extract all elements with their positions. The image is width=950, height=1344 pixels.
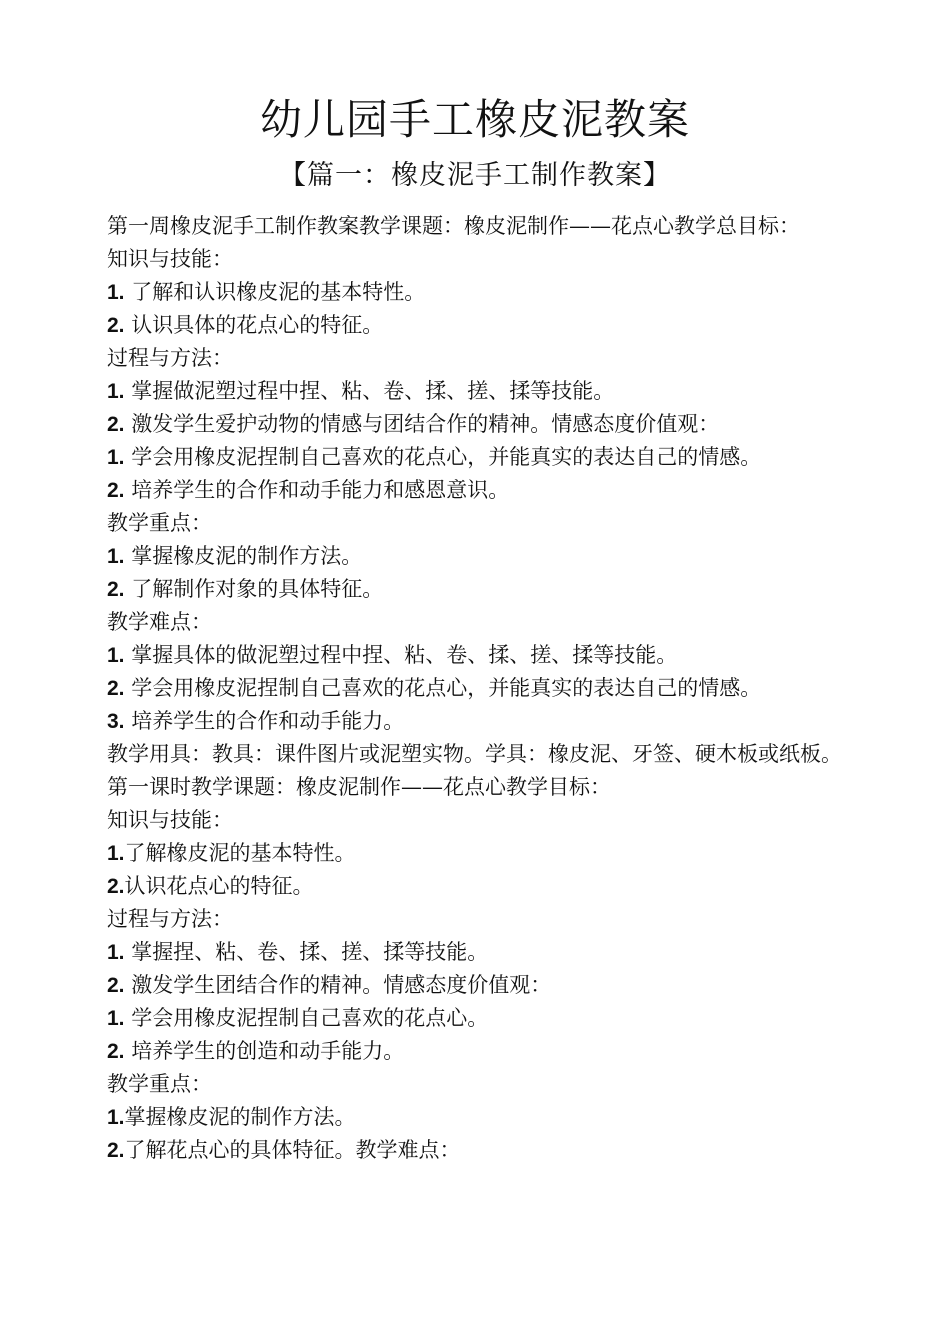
- paragraph-line: 教学用具：教具：课件图片或泥塑实物。学具：橡皮泥、牙签、硬木板或纸板。: [107, 742, 842, 766]
- list-item: 2. 激发学生团结合作的精神。情感态度价值观：: [107, 973, 552, 997]
- paragraph-line: 第一周橡皮泥手工制作教案教学课题：橡皮泥制作——花点心教学总目标：: [107, 214, 800, 238]
- list-item: 2. 学会用橡皮泥捏制自己喜欢的花点心，并能真实的表达自己的情感。: [107, 676, 762, 700]
- list-item: 1.了解橡皮泥的基本特性。: [107, 841, 356, 865]
- list-item: 1. 学会用橡皮泥捏制自己喜欢的花点心。: [107, 1006, 489, 1030]
- list-item: 2.认识花点心的特征。: [107, 874, 314, 898]
- list-item: 1. 学会用橡皮泥捏制自己喜欢的花点心，并能真实的表达自己的情感。: [107, 445, 762, 469]
- document-subtitle: 【篇一：橡皮泥手工制作教案】: [279, 160, 671, 191]
- list-item: 1. 了解和认识橡皮泥的基本特性。: [107, 280, 426, 304]
- section-heading: 过程与方法：: [107, 346, 233, 370]
- section-heading: 过程与方法：: [107, 907, 233, 931]
- list-item: 2. 培养学生的合作和动手能力和感恩意识。: [107, 478, 510, 502]
- section-heading: 教学难点：: [107, 610, 212, 634]
- section-heading: 教学重点：: [107, 1072, 212, 1096]
- list-item: 2. 培养学生的创造和动手能力。: [107, 1039, 405, 1063]
- document-title: 幼儿园手工橡皮泥教案: [259, 95, 690, 144]
- list-item: 1. 掌握具体的做泥塑过程中捏、粘、卷、揉、搓、揉等技能。: [107, 643, 678, 667]
- list-item: 2. 激发学生爱护动物的情感与团结合作的精神。情感态度价值观：: [107, 412, 720, 436]
- list-item: 1. 掌握做泥塑过程中捏、粘、卷、揉、搓、揉等技能。: [107, 379, 615, 403]
- section-heading: 知识与技能：: [107, 808, 233, 832]
- list-item: 1.掌握橡皮泥的制作方法。: [107, 1105, 356, 1129]
- paragraph-line: 第一课时教学课题：橡皮泥制作——花点心教学目标：: [107, 775, 611, 799]
- section-heading: 教学重点：: [107, 511, 212, 535]
- document-body: [107, 210, 842, 1167]
- list-item: 1. 掌握捏、粘、卷、揉、搓、揉等技能。: [107, 940, 489, 964]
- list-item: 2.了解花点心的具体特征。教学难点：: [107, 1138, 461, 1162]
- list-item: 2. 了解制作对象的具体特征。: [107, 577, 384, 601]
- list-item: 3. 培养学生的合作和动手能力。: [107, 709, 405, 733]
- section-heading: 知识与技能：: [107, 247, 233, 271]
- list-item: 1. 掌握橡皮泥的制作方法。: [107, 544, 363, 568]
- list-item: 2. 认识具体的花点心的特征。: [107, 313, 384, 337]
